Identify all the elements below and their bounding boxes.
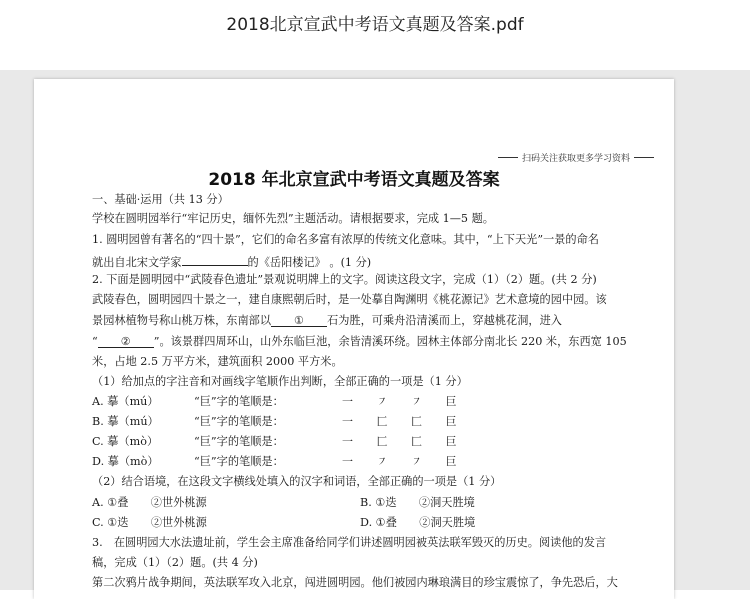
promo-tagline [498, 151, 654, 164]
option-left: C. ①迭 ②世外桃源 [92, 516, 207, 529]
option-desc: “巨”字的笔顺是： [194, 435, 284, 448]
page-heading: 2018 年北京宣武中考语文真题及答案 [208, 170, 500, 190]
q2-line3-after: 石为胜，可乘舟沿清溪而上，穿越桃花洞，进入 [327, 314, 562, 327]
pdf-page [34, 79, 674, 599]
option-desc: “巨”字的笔顺是： [194, 455, 284, 468]
option-row [92, 435, 612, 449]
option-desc: “巨”字的笔顺是： [194, 395, 284, 408]
viewer-title-bar [0, 0, 750, 70]
q2-subquestion-2: （2）结合语境，在这段文字横线处填入的汉字和词语，全部正确的一项是（1 分） [92, 475, 502, 488]
q3-text-line2: 稿，完成（1）（2）题。(共 4 分) [92, 556, 258, 569]
stroke-order: 一 ㇇ ㇇ 巨 [342, 395, 467, 408]
q1-text-line1: 1. 圆明园曾有著名的“四十景”，它们的命名多富有浓厚的传统文化意味。其中，“上下天光”一景的命名 [92, 233, 599, 246]
q2-line4-quote: “ [92, 335, 98, 348]
q2-blank-1: ① [271, 314, 327, 327]
section-heading: 一、基础·运用（共 13 分） [92, 193, 229, 206]
option-label: A. 摹（mú） [92, 395, 159, 408]
q3-text-line3: 第二次鸦片战争期间，英法联军攻入北京，闯进圆明园。他们被园内琳琅满目的珍宝震惊了，争先恐后，大 [92, 576, 618, 589]
q2-text-line1: 2. 下面是圆明园中“武陵春色遗址”景观说明牌上的文字。阅读这段文字，完成（1）（2）题。(共 2 分) [92, 273, 597, 286]
q1-text-after-blank: 的《岳阳楼记》 。(1 分) [247, 256, 372, 269]
option-row [92, 496, 612, 510]
stroke-order: 一 匚 匚 巨 [342, 415, 467, 428]
stroke-order: 一 匚 匚 巨 [342, 435, 467, 448]
option-desc: “巨”字的笔顺是： [194, 415, 284, 428]
option-row [92, 415, 612, 429]
option-left: A. ①叠 ②世外桃源 [92, 496, 207, 509]
option-label: D. 摹（mò） [92, 455, 159, 468]
q2-line3-before: 景园林植物号称山桃万株，东南部以 [92, 314, 272, 327]
q1-text-line2 [92, 253, 371, 270]
q1-answer-blank [182, 253, 248, 266]
intro-text: 学校在圆明园举行“牢记历史，缅怀先烈”主题活动。请根据要求，完成 1—5 题。 [92, 212, 494, 225]
stroke-order: 一 ㇇ ㇇ 巨 [342, 455, 467, 468]
page-content [34, 79, 674, 599]
option-right: B. ①迭 ②洞天胜境 [360, 496, 475, 509]
q3-text-line1: 3. 在圆明园大水法遗址前，学生会主席准备给同学们讲述圆明园被英法联军毁灭的历史。阅读他的发言 [92, 536, 607, 549]
document-title: 2018北京宣武中考语文真题及答案.pdf [226, 14, 524, 35]
tagline-rule-right [634, 157, 654, 158]
q2-text-line4 [92, 335, 627, 349]
q2-blank-2: ② [98, 335, 154, 348]
option-row [92, 395, 612, 409]
tagline-rule-left [498, 157, 518, 158]
option-label: C. 摹（mò） [92, 435, 159, 448]
q1-text-before-blank: 就出自北宋文学家 [92, 256, 182, 269]
option-row [92, 455, 612, 469]
option-row [92, 516, 612, 530]
q2-line4-after: ”。该景群四周环山，山外东临巨池，余皆清溪环绕。园林主体部分南北长 220 米，东西宽 105 [153, 335, 627, 348]
tagline-text: 扫码关注获取更多学习资料 [521, 154, 630, 164]
option-label: B. 摹（mú） [92, 415, 159, 428]
q2-text-line5: 米，占地 2.5 万平方米，建筑面积 2000 平方米。 [92, 355, 343, 368]
q2-subquestion-1: （1）给加点的字注音和对画线字笔顺作出判断，全部正确的一项是（1 分） [92, 375, 468, 388]
q2-text-line3 [92, 314, 562, 328]
q2-text-line2: 武陵春色，圆明园四十景之一，建自康熙朝后时，是一处摹自陶渊明《桃花源记》艺术意境的园中园。该 [92, 293, 607, 306]
option-right: D. ①叠 ②洞天胜境 [360, 516, 476, 529]
pdf-viewport[interactable] [0, 70, 750, 590]
